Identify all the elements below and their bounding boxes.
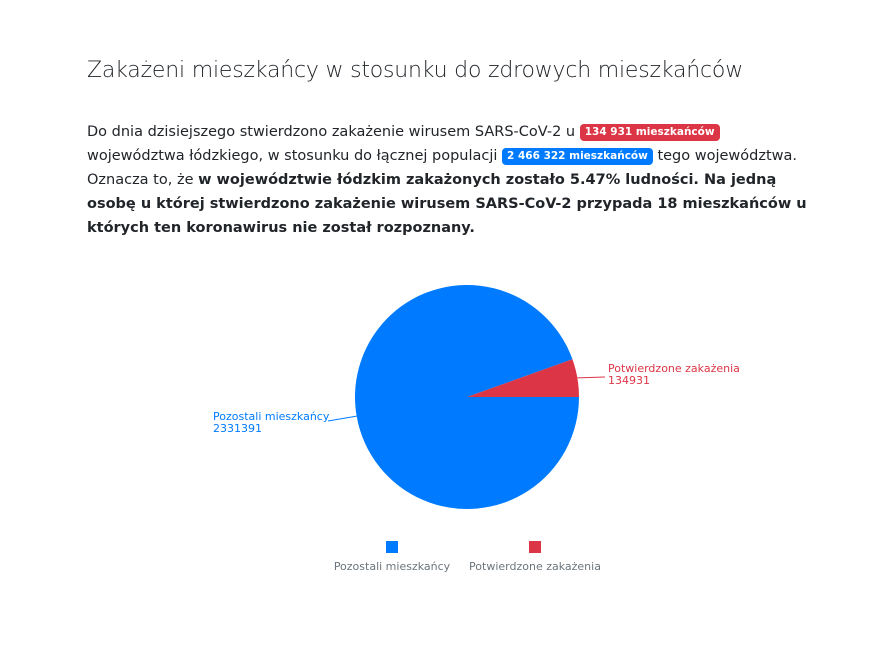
description-text-1: Do dnia dzisiejszego stwierdzono zakażenie wirusem SARS-CoV-2 u bbox=[87, 124, 580, 140]
legend-label-2[interactable]: Potwierdzone zakażenia bbox=[469, 560, 601, 573]
legend-swatch-2[interactable] bbox=[529, 541, 541, 553]
pie-leader-line-1 bbox=[328, 416, 357, 421]
pie-leader-line-2 bbox=[577, 377, 605, 378]
pie-label-name-2: Potwierdzone zakażenia bbox=[608, 362, 740, 375]
page-title: Zakażeni mieszkańcy w stosunku do zdrowych mieszkańców bbox=[87, 58, 743, 83]
pie-label-name-1: Pozostali mieszkańcy bbox=[213, 410, 330, 423]
legend-label-1[interactable]: Pozostali mieszkańcy bbox=[333, 560, 451, 573]
description-bold-summary: w województwie łódzkim zakażonych zostało 5.47% ludności. Na jedną osobę u której stwierdzono zakażenie wirusem SARS-CoV-2 przypada 18 mieszkańców u których ten koronawirus nie został rozpoznany. bbox=[87, 172, 807, 236]
legend-swatch-1[interactable] bbox=[386, 541, 398, 553]
pie-label-value-1: 2331391 bbox=[213, 422, 262, 435]
description-text-2: województwa łódzkiego, w stosunku do łącznej populacji bbox=[87, 148, 503, 164]
infected-count-badge: 134 931 mieszkańców bbox=[580, 124, 720, 141]
description-text-3: tego województwa. Oznacza to, że bbox=[87, 148, 798, 188]
population-count-badge: 2 466 322 mieszkańców bbox=[502, 148, 653, 165]
pie-label-value-2: 134931 bbox=[608, 374, 650, 387]
